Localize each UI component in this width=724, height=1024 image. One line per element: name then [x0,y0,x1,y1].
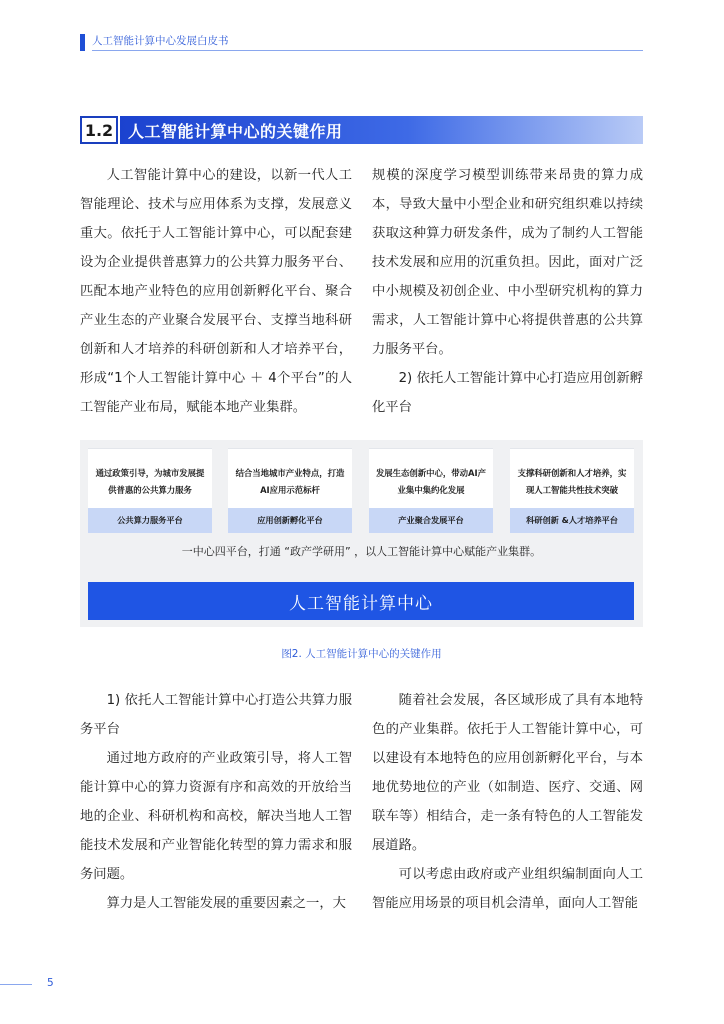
top-left-column [80,161,352,422]
platform-card [369,448,493,533]
header-rule [92,50,643,51]
bottom-right-column [372,686,643,918]
header-accent-bar [80,34,85,51]
paragraph: 通过地方政府的产业政策引导，将人工智能计算中心的算力资源有序和高效的开放给当地的企业、科研机构和高校，解决当地人工智能技术发展和产业智能化转型的算力需求和服务问题。 [80,751,352,882]
figure-caption: 图2. 人工智能计算中心的关键作用 [281,648,442,660]
page-number: 5 [47,977,54,989]
platform-card-text: 结合当地城市产业特点，打造AI应用示范标杆 [235,468,345,495]
top-right-column [372,161,643,422]
paragraph: 算力是人工智能发展的重要因素之一，大 [106,896,346,911]
platform-card [88,448,212,533]
section-number: 1.2 [80,116,118,144]
platform-card-label: 科研创新 &人才培养平台 [510,508,634,533]
paragraph: 可以考虑由政府或产业组织编制面向人工智能应用场景的项目机会清单，面向人工智能 [372,867,643,911]
platform-card-text: 支撑科研创新和人才培养，实现人工智能共性技术突破 [517,468,627,495]
footer-rule [0,984,32,985]
paragraph: 随着社会发展，各区域形成了具有本地特色的产业集群。依托于人工智能计算中心，可以建设有本地特色的应用创新孵化平台，与本地优势地位的产业（如制造、医疗、交通、网联车等）相结合，走一条有特色的人工智能发展道路。 [372,693,643,853]
platform-card-text: 发展生态创新中心，带动AI产业集中集约化发展 [375,468,487,495]
figure-key-roles [80,440,643,627]
section-title: 人工智能计算中心的关键作用 [128,121,343,141]
paragraph: 人工智能计算中心的建设，以新一代人工智能理论、技术与应用体系为支撑，发展意义重大。依托于人工智能计算中心，可以配套建设为企业提供普惠算力的公共算力服务平台、匹配本地产业特色的应用创新孵化平台、聚合产业生态的产业聚合发展平台、支撑当地科研创新和人才培养的科研创新和人才培养平台，形成“1个人工智能计算中心 ＋ 4个平台”的人工智能产业布局，赋能本地产业集群。 [80,168,352,415]
platform-card-text: 通过政策引导，为城市发展提供普惠的公共算力服务 [95,468,205,495]
bottom-left-column [80,686,352,918]
running-header: 人工智能计算中心发展白皮书 [92,35,229,47]
paragraph: 规模的深度学习模型训练带来昂贵的算力成本，导致大量中小型企业和研究组织难以持续获取这种算力研发条件，成为了制约人工智能技术发展和应用的沉重负担。因此，面对广泛中小规模及初创企业、中小型研究机构的算力需求，人工智能计算中心将提供普惠的公共算力服务平台。 [372,168,643,357]
subheading: 1) 依托人工智能计算中心打造公共算力服务平台 [80,693,352,737]
platform-card [228,448,352,533]
platform-card-label: 公共算力服务平台 [88,508,212,533]
subheading: 2) 依托人工智能计算中心打造应用创新孵化平台 [372,371,643,415]
ai-computing-center-bar: 人工智能计算中心 [88,582,634,620]
platform-card-label: 产业聚合发展平台 [369,508,493,533]
section-heading [80,115,643,145]
section-title-banner [120,116,643,144]
platform-card [510,448,634,533]
figure-summary: 一中心四平台，打通 “政产学研用” ，以人工智能计算中心赋能产业集群。 [181,545,542,558]
platform-card-label: 应用创新孵化平台 [228,508,352,533]
